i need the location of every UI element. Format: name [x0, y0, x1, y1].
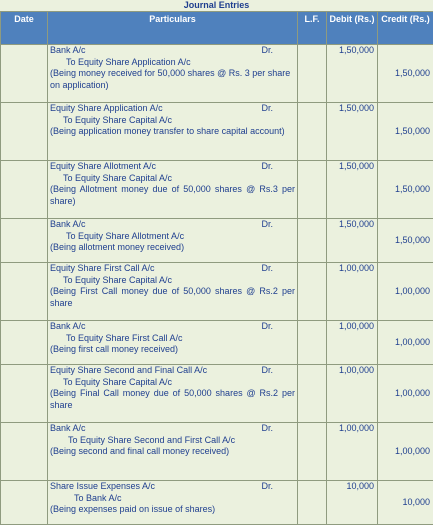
debit-account-line [50, 263, 295, 275]
credit-account: To Equity Share Capital A/c [50, 115, 295, 127]
debit-amount: 1,00,000 [327, 365, 378, 423]
lf-cell [298, 219, 327, 263]
debit-amount: 1,00,000 [327, 263, 378, 321]
debit-account-line [50, 365, 295, 377]
debit-amount: 1,50,000 [327, 161, 378, 219]
debit-account: Bank A/c [50, 423, 86, 435]
date-cell [1, 423, 48, 481]
table-row [1, 481, 433, 525]
header-debit: Debit (Rs.) [327, 12, 378, 45]
journal-body [1, 45, 433, 525]
lf-cell [298, 45, 327, 103]
credit-amount: 1,50,000 [378, 45, 433, 103]
narration: (Being Final Call money due of 50,000 shares @ Rs.2 per share [50, 388, 295, 411]
credit-account: To Bank A/c [50, 493, 295, 505]
dr-label: Dr. [261, 481, 295, 493]
table-row [1, 103, 433, 161]
debit-account: Equity Share Second and Final Call A/c [50, 365, 207, 377]
journal-table [0, 11, 433, 525]
credit-account: To Equity Share Second and First Call A/c [50, 435, 295, 447]
date-cell [1, 321, 48, 365]
credit-account: To Equity Share First Call A/c [50, 333, 295, 345]
date-cell [1, 481, 48, 525]
table-row [1, 423, 433, 481]
date-cell [1, 365, 48, 423]
credit-account: To Equity Share Capital A/c [50, 173, 295, 185]
particulars-cell [48, 263, 298, 321]
particulars-cell [48, 45, 298, 103]
narration: (Being application money transfer to share capital account) [50, 126, 295, 138]
debit-account: Equity Share Application A/c [50, 103, 163, 115]
dr-label: Dr. [261, 365, 295, 377]
credit-account: To Equity Share Application A/c [50, 57, 295, 69]
credit-amount: 1,50,000 [378, 103, 433, 161]
debit-amount: 10,000 [327, 481, 378, 525]
narration: (Being First Call money due of 50,000 shares @ Rs.2 per share [50, 286, 295, 309]
date-cell [1, 263, 48, 321]
table-row [1, 321, 433, 365]
particulars-cell [48, 423, 298, 481]
debit-amount: 1,50,000 [327, 219, 378, 263]
narration: (Being first call money received) [50, 344, 295, 356]
debit-account-line [50, 481, 295, 493]
header-credit: Credit (Rs.) [378, 12, 433, 45]
debit-account: Bank A/c [50, 45, 86, 57]
date-cell [1, 45, 48, 103]
lf-cell [298, 481, 327, 525]
debit-account-line [50, 45, 295, 57]
credit-amount: 1,50,000 [378, 219, 433, 263]
narration: (Being second and final call money received) [50, 446, 295, 458]
header-lf: L.F. [298, 12, 327, 45]
lf-cell [298, 161, 327, 219]
particulars-cell [48, 321, 298, 365]
dr-label: Dr. [261, 321, 295, 333]
header-row [1, 12, 433, 45]
credit-amount: 1,00,000 [378, 321, 433, 365]
narration: (Being money received for 50,000 shares @ Rs. 3 per share on application) [50, 68, 295, 91]
dr-label: Dr. [261, 423, 295, 435]
particulars-cell [48, 103, 298, 161]
particulars-cell [48, 481, 298, 525]
debit-account: Share Issue Expenses A/c [50, 481, 155, 493]
lf-cell [298, 423, 327, 481]
debit-account-line [50, 219, 295, 231]
header-date: Date [1, 12, 48, 45]
dr-label: Dr. [261, 219, 295, 231]
particulars-cell [48, 365, 298, 423]
credit-account: To Equity Share Capital A/c [50, 377, 295, 389]
credit-amount: 1,00,000 [378, 263, 433, 321]
debit-account-line [50, 103, 295, 115]
dr-label: Dr. [261, 45, 295, 57]
credit-amount: 1,50,000 [378, 161, 433, 219]
table-row [1, 219, 433, 263]
debit-account: Equity Share Allotment A/c [50, 161, 156, 173]
table-row [1, 45, 433, 103]
table-row [1, 365, 433, 423]
header-particulars: Particulars [48, 12, 298, 45]
lf-cell [298, 263, 327, 321]
debit-account-line [50, 423, 295, 435]
particulars-cell [48, 219, 298, 263]
lf-cell [298, 103, 327, 161]
narration: (Being allotment money received) [50, 242, 295, 254]
debit-amount: 1,00,000 [327, 321, 378, 365]
narration: (Being Allotment money due of 50,000 shares @ Rs.3 per share) [50, 184, 295, 207]
table-row [1, 161, 433, 219]
credit-account: To Equity Share Allotment A/c [50, 231, 295, 243]
lf-cell [298, 365, 327, 423]
lf-cell [298, 321, 327, 365]
debit-account-line [50, 321, 295, 333]
debit-account: Bank A/c [50, 321, 86, 333]
dr-label: Dr. [261, 161, 295, 173]
date-cell [1, 103, 48, 161]
date-cell [1, 161, 48, 219]
credit-amount: 10,000 [378, 481, 433, 525]
narration: (Being expenses paid on issue of shares) [50, 504, 295, 516]
debit-account: Bank A/c [50, 219, 86, 231]
debit-amount: 1,50,000 [327, 45, 378, 103]
debit-account-line [50, 161, 295, 173]
debit-amount: 1,00,000 [327, 423, 378, 481]
date-cell [1, 219, 48, 263]
dr-label: Dr. [261, 263, 295, 275]
table-row [1, 263, 433, 321]
credit-amount: 1,00,000 [378, 365, 433, 423]
credit-account: To Equity Share Capital A/c [50, 275, 295, 287]
particulars-cell [48, 161, 298, 219]
debit-account: Equity Share First Call A/c [50, 263, 155, 275]
credit-amount: 1,00,000 [378, 423, 433, 481]
page-title: Journal Entries [0, 0, 433, 11]
debit-amount: 1,50,000 [327, 103, 378, 161]
dr-label: Dr. [261, 103, 295, 115]
